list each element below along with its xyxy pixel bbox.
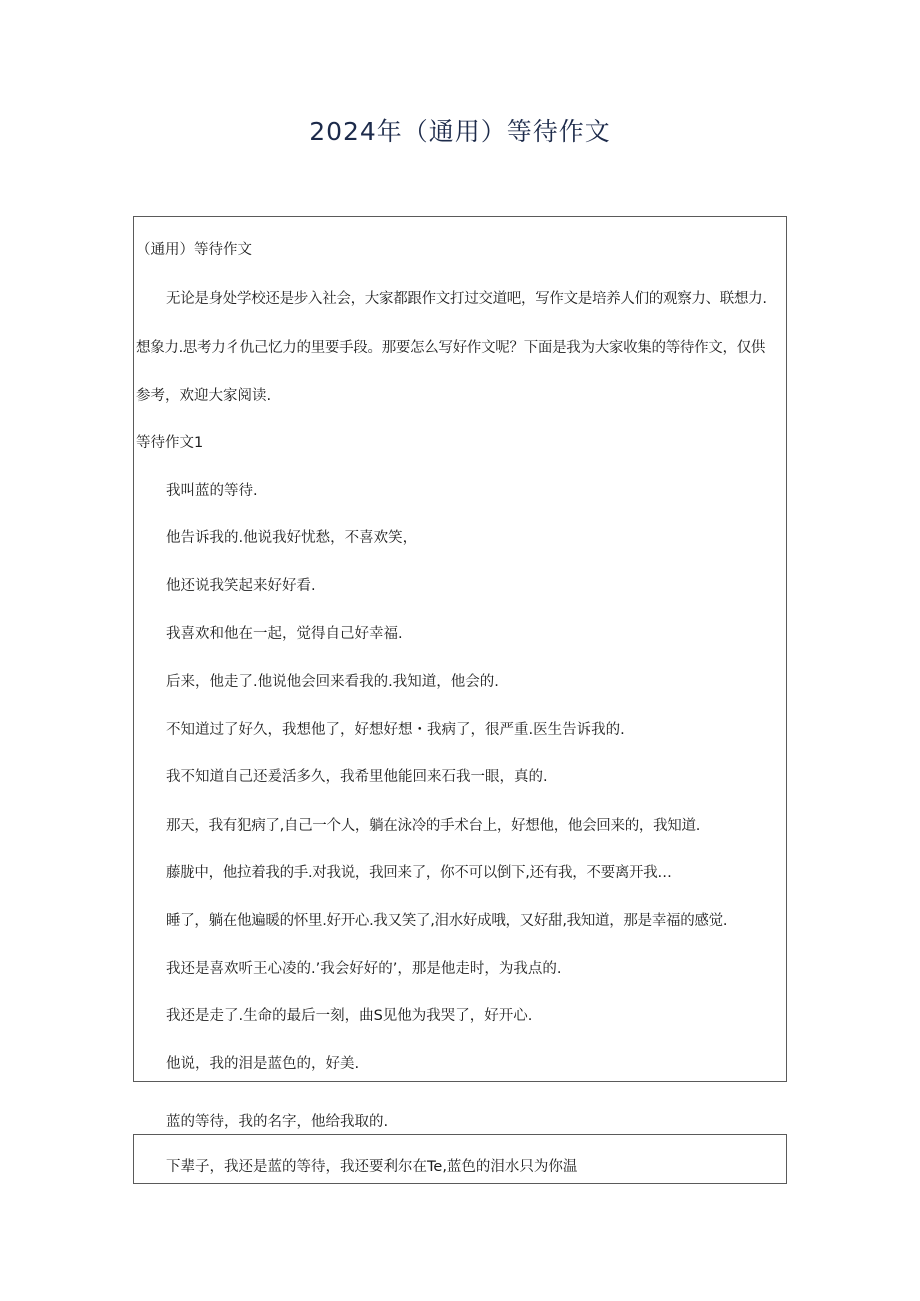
intro-line-2: 想象力.思考力彳仇己忆力的里要手段。那要怎么写好作文呢？下面是我为大家收集的等待作文，仅供 [136,340,766,356]
paragraph: 那天，我有犯病了,自己一个人，躺在泳冷的手术台上，好想他，他会回来的，我知道. [166,818,701,834]
paragraph: 睡了，躺在他遍暖的怀里.好开心.我又笑了,泪水好成哦，又好甜,我知道，那是幸福的感觉. [166,913,728,929]
paragraph: 我还是走了.生命的最后一刻，曲S见他为我哭了，好开心. [166,1008,533,1024]
paragraph: 我还是喜欢听王心凌的.’我会好好的’，那是他走时，为我点的. [166,961,562,977]
paragraph: 我不知道自己还爰活多久，我希里他能回来石我一眼，真的. [166,769,548,785]
paragraph: 后来，他走了.他说他会回来看我的.我知道，他会的. [166,674,499,690]
paragraph: 他告诉我的.他说我好忧愁，不喜欢笑， [166,530,418,546]
paragraph: 不知道过了好久，我想他了，好想好想・我病了，很严重.医生告诉我的. [166,722,625,738]
subtitle: （通用）等待作文 [136,242,252,258]
paragraph: 我叫蓝的等待. [166,483,258,499]
intro-line-1: 无论是身处学校还是步入社会，大家都跟作文打过交道吧，写作文是培养人们的观察力、联想力. [166,291,767,307]
paragraph: 我喜欢和他在一起，觉得自己好幸福. [166,626,403,642]
intro-line-3: 参考，欢迎大家阅读. [136,388,272,404]
paragraph-after-frame: 蓝的等待，我的名字，他给我取的. [166,1114,389,1130]
paragraph: 藤胧中，他拉着我的手.对我说，我回来了，你不可以倒下,还有我，不要离开我… [166,865,672,881]
last-paragraph: 下辈子，我还是蓝的等待，我还要利尔在Te,蓝色的泪水只为你温 [166,1159,578,1175]
paragraph: 他还说我笑起来好好看. [166,578,316,594]
paragraph: 他说，我的泪是蓝色的，好美. [166,1056,360,1072]
section-heading: 等待作文1 [136,435,204,451]
document-title: 2024年（通用）等待作文 [309,117,611,146]
